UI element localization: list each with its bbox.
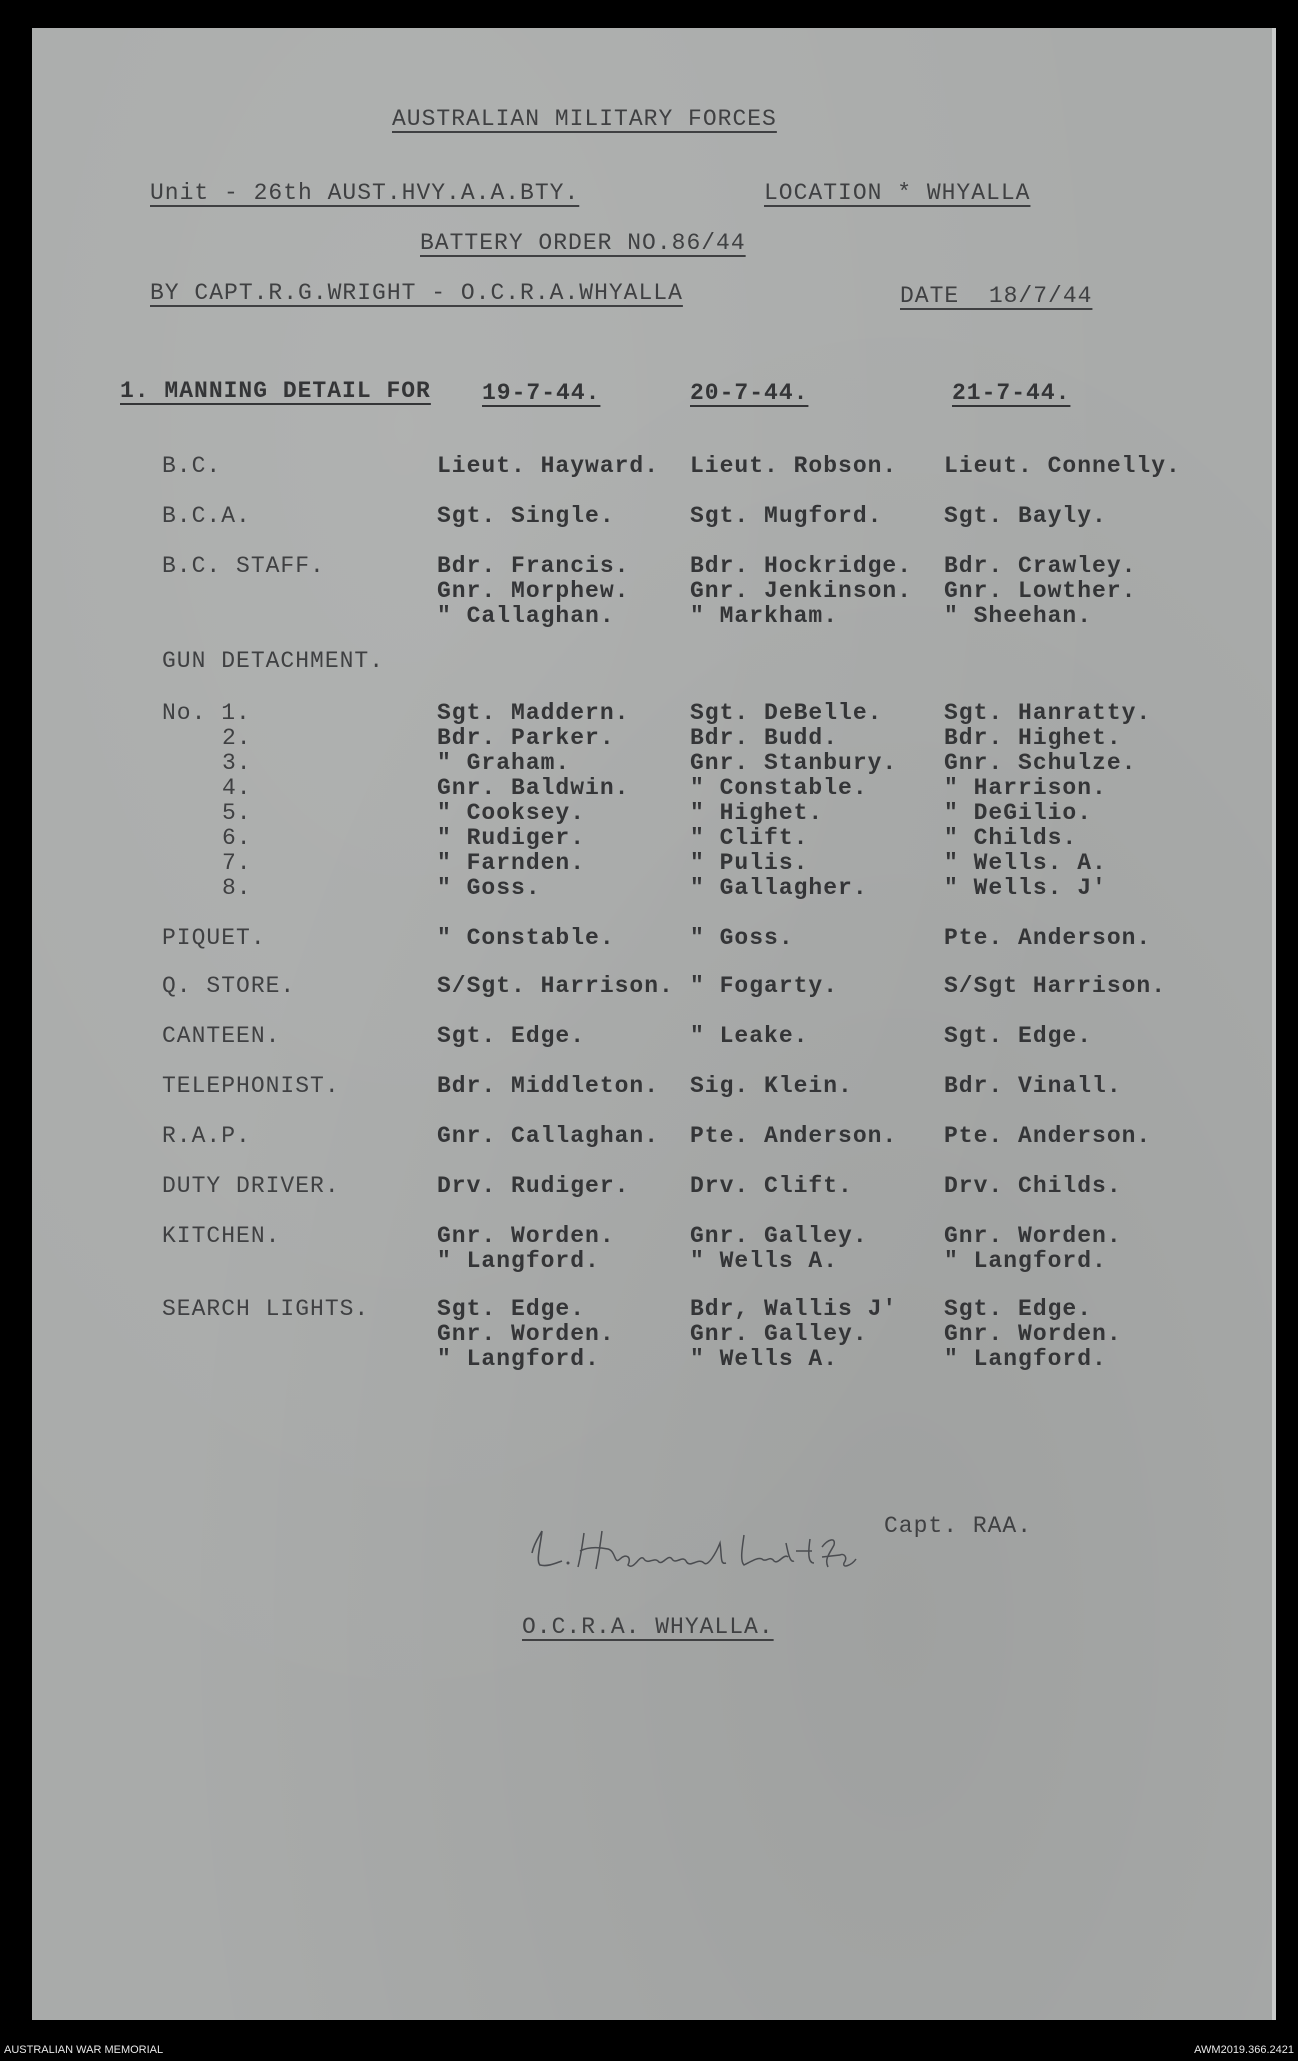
assignment-entry: Gnr. Baldwin. (437, 775, 630, 801)
row-label: DUTY DRIVER. (162, 1173, 340, 1199)
assignment-entry: Sgt. Edge. (944, 1023, 1093, 1049)
row-label: CANTEEN. (162, 1023, 281, 1049)
assignment-entry: Bdr. Budd. (690, 725, 839, 751)
date-column-1: 19-7-44. (482, 380, 601, 406)
assignment-entry: " Sheehan. (944, 603, 1093, 629)
assignment-entry: " Langford. (437, 1346, 600, 1372)
assignment-entry: " Rudiger. (437, 825, 586, 851)
assignment-entry: Gnr. Worden. (437, 1223, 615, 1249)
assignment-entry: Bdr. Crawley. (944, 553, 1137, 579)
assignment-entry: Sig. Klein. (690, 1073, 853, 1099)
row-label: No. 1. (162, 700, 251, 726)
assignment-entry: Gnr. Stanbury. (690, 750, 898, 776)
assignment-entry: " Gallagher. (690, 875, 868, 901)
assignment-entry: Sgt. Bayly. (944, 503, 1107, 529)
row-label: TELEPHONIST. (162, 1073, 340, 1099)
unit-line: Unit - 26th AUST.HVY.A.A.BTY. (150, 180, 580, 206)
footer-institution: AUSTRALIAN WAR MEMORIAL (4, 2044, 164, 2056)
signatory-rank: Capt. RAA. (884, 1513, 1033, 1539)
issued-by: BY CAPT.R.G.WRIGHT - O.C.R.A.WHYALLA (150, 280, 683, 306)
assignment-entry: Gnr. Galley. (690, 1223, 868, 1249)
assignment-entry: Sgt. Single. (437, 503, 615, 529)
assignment-entry: Bdr. Middleton. (437, 1073, 660, 1099)
assignment-entry: Bdr. Francis. (437, 553, 630, 579)
assignment-entry: " Langford. (437, 1248, 600, 1274)
row-label: 2. (222, 725, 252, 751)
assignment-entry: Bdr. Hockridge. (690, 553, 913, 579)
row-label: 7. (222, 850, 252, 876)
assignment-entry: " Wells A. (690, 1248, 839, 1274)
assignment-entry: Gnr. Schulze. (944, 750, 1137, 776)
assignment-entry: Bdr. Vinall. (944, 1073, 1122, 1099)
row-label: 8. (222, 875, 252, 901)
assignment-entry: " Farnden. (437, 850, 586, 876)
assignment-entry: Gnr. Worden. (944, 1321, 1122, 1347)
assignment-entry: Bdr. Parker. (437, 725, 615, 751)
assignment-entry: Bdr, Wallis J' (690, 1296, 898, 1322)
assignment-entry: Pte. Anderson. (944, 1123, 1152, 1149)
assignment-entry: " Clift. (690, 825, 809, 851)
assignment-entry: " Wells. J' (944, 875, 1107, 901)
assignment-entry: " Langford. (944, 1248, 1107, 1274)
assignment-entry: Gnr. Galley. (690, 1321, 868, 1347)
assignment-entry: Gnr. Lowther. (944, 578, 1137, 604)
assignment-entry: " Childs. (944, 825, 1078, 851)
assignment-entry: Pte. Anderson. (944, 925, 1152, 951)
row-label: B.C. STAFF. (162, 553, 325, 579)
assignment-entry: Gnr. Jenkinson. (690, 578, 913, 604)
assignment-entry: " Wells. A. (944, 850, 1107, 876)
assignment-entry: " Graham. (437, 750, 571, 776)
assignment-entry: Lieut. Connelly. (944, 453, 1181, 479)
assignment-entry: Gnr. Morphew. (437, 578, 630, 604)
document-title: AUSTRALIAN MILITARY FORCES (392, 106, 777, 132)
row-label: KITCHEN. (162, 1223, 281, 1249)
row-label: Q. STORE. (162, 973, 296, 999)
assignment-entry: " Constable. (437, 925, 615, 951)
assignment-entry: Lieut. Hayward. (437, 453, 660, 479)
assignment-entry: Lieut. Robson. (690, 453, 898, 479)
assignment-entry: Drv. Childs. (944, 1173, 1122, 1199)
document-sheet (32, 28, 1276, 2020)
assignment-entry: " Leake. (690, 1023, 809, 1049)
assignment-entry: Sgt. Mugford. (690, 503, 883, 529)
assignment-entry: Gnr. Callaghan. (437, 1123, 660, 1149)
assignment-entry: S/Sgt. Harrison. (437, 973, 674, 999)
assignment-entry: Pte. Anderson. (690, 1123, 898, 1149)
row-label: 5. (222, 800, 252, 826)
row-label: 3. (222, 750, 252, 776)
assignment-entry: " Constable. (690, 775, 868, 801)
date-column-2: 20-7-44. (690, 380, 809, 406)
row-label: SEARCH LIGHTS. (162, 1296, 370, 1322)
assignment-entry: " Callaghan. (437, 603, 615, 629)
assignment-entry: " Fogarty. (690, 973, 839, 999)
assignment-entry: Drv. Clift. (690, 1173, 853, 1199)
footer-accession-number: AWM2019.366.2421 (1194, 2044, 1294, 2056)
assignment-entry: Sgt. DeBelle. (690, 700, 883, 726)
row-label: B.C. (162, 453, 222, 479)
assignment-entry: " Goss. (437, 875, 541, 901)
assignment-entry: " Langford. (944, 1346, 1107, 1372)
assignment-entry: Bdr. Highet. (944, 725, 1122, 751)
section-heading: 1. MANNING DETAIL FOR (120, 378, 431, 404)
order-date: DATE 18/7/44 (900, 283, 1093, 309)
row-label: R.A.P. (162, 1123, 251, 1149)
order-number: BATTERY ORDER NO.86/44 (420, 230, 746, 256)
assignment-entry: " Markham. (690, 603, 839, 629)
assignment-entry: " Cooksey. (437, 800, 586, 826)
assignment-entry: Drv. Rudiger. (437, 1173, 630, 1199)
signatory-office: O.C.R.A. WHYALLA. (522, 1614, 774, 1640)
assignment-entry: Gnr. Worden. (437, 1321, 615, 1347)
assignment-entry: " Harrison. (944, 775, 1107, 801)
date-column-3: 21-7-44. (952, 380, 1071, 406)
assignment-entry: " Highet. (690, 800, 824, 826)
assignment-entry: Sgt. Edge. (437, 1296, 586, 1322)
location-line: LOCATION * WHYALLA (764, 180, 1031, 206)
assignment-entry: Gnr. Worden. (944, 1223, 1122, 1249)
assignment-entry: " Wells A. (690, 1346, 839, 1372)
row-label: GUN DETACHMENT. (162, 648, 385, 674)
row-label: 4. (222, 775, 252, 801)
assignment-entry: " DeGilio. (944, 800, 1093, 826)
assignment-entry: Sgt. Edge. (437, 1023, 586, 1049)
assignment-entry: Sgt. Hanratty. (944, 700, 1152, 726)
footer (0, 2040, 1298, 2061)
row-label: B.C.A. (162, 503, 251, 529)
assignment-entry: Sgt. Edge. (944, 1296, 1093, 1322)
row-label: PIQUET. (162, 925, 266, 951)
row-label: 6. (222, 825, 252, 851)
handwritten-signature (522, 1513, 902, 1583)
assignment-entry: Sgt. Maddern. (437, 700, 630, 726)
assignment-entry: " Goss. (690, 925, 794, 951)
assignment-entry: S/Sgt Harrison. (944, 973, 1167, 999)
assignment-entry: " Pulis. (690, 850, 809, 876)
